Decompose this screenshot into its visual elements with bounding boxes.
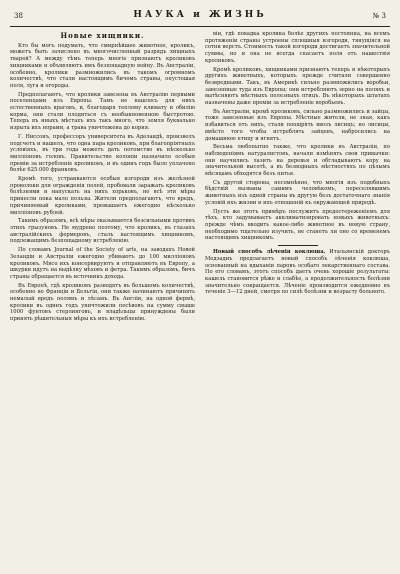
paragraph: Кто бы могъ подумать, что смирнѣйшее животное, кроликъ, можетъ быть зачислено въ многочисленный разрядъ хищныхъ тварей? А между тѣмъ теперь многіе признаютъ кроликовъ хищниками и объявляютъ имъ безпощадную войну. Въ Австраліи, особенно, кролики размножились въ такомъ огромномъ количествѣ, что стали настоящимъ бичомъ страны, опустошая поля, луга и огороды. bbox=[10, 42, 195, 89]
journal-title: НАУКА и ЖИЗНЬ bbox=[133, 10, 267, 20]
paragraph: Такимъ образомъ, всѣ мѣры оказываются безсильными противъ этихъ грызуновъ. Не мудрено поэтому, что кроликъ, въ глазахъ австралійскихъ фермеровъ, сталъ настоящимъ хищникомъ, подлежащимъ безпощадному истребленію. bbox=[10, 218, 195, 245]
paragraph: Пусть же этотъ примѣръ послужитъ предостереженіемъ для тѣхъ, кто задумываетъ акклиматизировать новыхъ животныхъ: прежде чѣмъ вводить какое-либо животное въ новую страну, необходимо тщательно изучить, не станетъ ли оно со временемъ настоящимъ хищникомъ. bbox=[205, 208, 390, 242]
page-number: 38 bbox=[14, 12, 23, 20]
paragraph: віи, гдѣ повадка кролика болѣе другихъ постоянна, на всемъ протяженіи страны устроены сплошныя изгороди, тянущіяся на сотни верстъ. Стоимость такой изгороди достигаетъ значительной суммы, но и она не всегда спасаетъ поля отъ нашествія кроликовъ. bbox=[205, 31, 390, 64]
issue-number: № 3 bbox=[372, 12, 386, 20]
right-column bbox=[205, 31, 390, 571]
paragraph bbox=[205, 249, 390, 296]
left-column bbox=[10, 31, 195, 571]
paragraph: Въ Австраліи, кромѣ кроликовъ, сильно размножились и зайцы, тоже завезенные изъ Европы. Мѣстные жители, не зная, какъ избавиться отъ нихъ, стали поощрять ввозъ лисицъ; но лисицы, вмѣсто того чтобы истреблять зайцевъ, набросились на домашнюю птицу и ягнятъ. bbox=[205, 108, 390, 142]
text-columns bbox=[10, 31, 390, 571]
section-divider bbox=[278, 245, 318, 246]
paragraph: Кромѣ того, устраиваются особыя изгороди изъ желѣзной проволоки для огражденія полей, пробовали заражать кроликовъ болѣзнями и напускать на нихъ хорьковъ, но всѣ эти мѣры принесли пока мало пользы. Жители предполагаютъ, что вредъ, причиняемый кроликами, превышаетъ ежегодно нѣсколько милліоновъ рублей. bbox=[10, 176, 195, 216]
paragraph: Кромѣ кроликовъ, хищниками признаютъ теперь и нѣкоторыхъ другихъ животныхъ, которыхъ прежде считали совершенно безвредными. Такъ, въ Америкѣ сильно размножились воробьи, завезенные туда изъ Европы; они истребляютъ зерно на поляхъ и вытѣсняютъ мѣстныхъ полезныхъ птицъ. Въ нѣкоторыхъ штатахъ назначены даже преміи за истребленіе воробьевъ. bbox=[205, 66, 390, 107]
paragraph: Г. Ниссонъ, профессоръ университета въ Аделаидѣ, произвелъ подсчетъ и нашелъ, что одна пара кроликовъ, при благопріятныхъ условіяхъ, въ три года можетъ дать потомство въ нѣсколько милліоновъ головъ. Правительство колоніи назначило особыя преміи за истребленіе кроликовъ, и въ одинъ годъ было уплачено болѣе 625.000 франковъ. bbox=[10, 133, 195, 174]
paragraph: Съ другой стороны, несомнѣнно, что многія изъ подобныхъ бѣдствій вызваны самимъ человѣкомъ, переселявшимъ животныхъ изъ одной страны въ другую безъ достаточнаго знанія условій ихъ жизни и ихъ отношеній къ окружающей природѣ. bbox=[205, 179, 390, 206]
paragraph: Предполагаютъ, что кролики завезены въ Австралію первыми поселенцами изъ Европы. Тамъ не нашлось для нихъ естественныхъ враговъ, и, благодаря теплому климату и обилію корма, они стали плодиться съ необыкновенною быстротою. Теперь въ иныхъ мѣстахъ ихъ такъ много, что земля буквально изрыта ихъ норами, а трава уничтожена до корня. bbox=[10, 91, 195, 132]
paragraph: Весьма любопытно также, что кролики въ Австраліи, по наблюденіямъ натуралистовъ, начали измѣнять свои привычки: они научились лазить на деревья и обгладываютъ кору на значительной высотѣ, а въ безводныхъ мѣстностяхъ по цѣлымъ мѣсяцамъ обходятся безъ питья. bbox=[205, 144, 390, 178]
article-heading: Новые хищники. bbox=[60, 31, 145, 40]
second-article-text: Итальянскій докторъ Медзадиъ предлагаетъ новый способъ лѣченія коклюша, основанный на вдыханіи паровъ особаго лекарственнаго состава. По его словамъ, этотъ способъ даетъ очень хорошіе результаты: кашель становится рѣже и слабѣе, а продолжительность болѣзни значительно сокращается. Лѣченіе производится ежедневно въ теченіе 3—12 дней, смотря по силѣ болѣзни и возрасту больного. bbox=[205, 249, 390, 296]
second-article-heading: Новый способъ лѣченія коклюша. bbox=[213, 249, 326, 256]
page-header bbox=[10, 6, 390, 26]
header-rule bbox=[10, 26, 390, 27]
paragraph: Въ Европѣ, гдѣ кроликовъ разводятъ въ большомъ количествѣ, особенно во Франціи и Бельгіи, они также начинаютъ причинять немалый вредъ полямъ и лѣсамъ. Въ Англіи, на одной фермѣ, кролики въ одинъ годъ уничтожили посѣвовъ на сумму свыше 1000 фунтовъ стерлинговъ, и владѣльцы принуждены были принять рѣшительныя мѣры къ ихъ истребленію. bbox=[10, 282, 195, 323]
paragraph: По словамъ Journal of the Society of arts, на заводахъ Новой Зеландіи и Австраліи ежегодно убиваютъ до 100 милліоновъ кроликовъ. Мясо ихъ консервируютъ и отправляютъ въ Европу, а шкурки идутъ на выдѣлку мѣховъ и фетра. Такимъ образомъ, бичъ страны обращается въ источникъ дохода. bbox=[10, 247, 195, 280]
